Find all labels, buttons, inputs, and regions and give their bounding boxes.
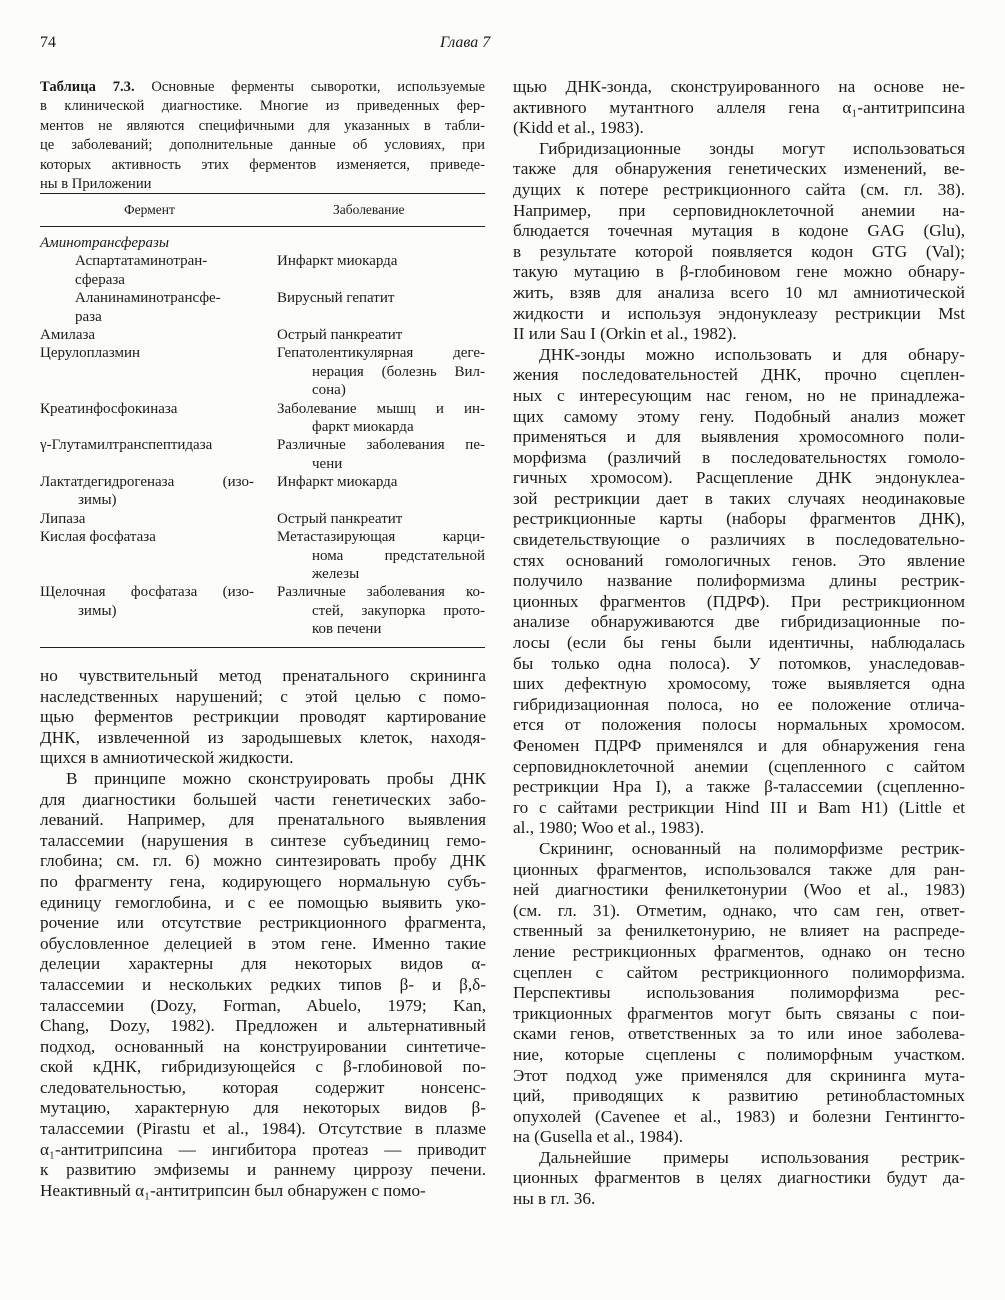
text-line: бы только одна полоса). У потомков, унаследовав- [513, 653, 965, 673]
enzyme-cell [40, 326, 254, 344]
disease-line: Гепатолентикулярная деге- [277, 345, 485, 362]
disease-line: Заболевание мышц и ин- [277, 400, 485, 417]
text-line: Этот подход уже применялся для скрининга мута- [513, 1065, 965, 1085]
text-line: талассемии (нарушения в синтезе субъединиц гемо- [40, 830, 486, 850]
table-row [40, 528, 485, 583]
disease-line: Острый панкреатит [277, 326, 403, 343]
text-line: подход, основанный на конструировании синтетиче- [40, 1036, 486, 1056]
disease-cell [277, 510, 485, 528]
text-line: ДНК, извлеченной из зародышевых клеток, находя- [40, 727, 486, 747]
enzyme-cell [40, 583, 254, 638]
enzyme-line: Церулоплазмин [40, 345, 141, 362]
disease-cell [277, 289, 485, 326]
enzyme-cell [40, 436, 254, 473]
text-line: анализе обнаруживаются две гибридизационные по- [513, 612, 965, 632]
text-line: ционных фрагментов, использовался также для ран- [513, 859, 965, 879]
enzyme-cell [40, 510, 254, 528]
disease-cell [277, 252, 485, 289]
table-row [40, 252, 485, 289]
paragraph [513, 139, 965, 345]
enzyme-line: Аланинаминотрансфе- [75, 290, 221, 307]
text-line: блюдается точечная мутация в кодоне GAG (Glu), [513, 221, 965, 241]
text-line: обусловленное делецией в этом гене. Именно такие [40, 933, 486, 953]
disease-line: фаркт миокарда [312, 418, 414, 435]
disease-line: нома предстательной [312, 547, 485, 564]
column-header-enzyme: Фермент [124, 202, 175, 217]
text-line: Феномен ПДРФ применялся и для обнаружения гена [513, 736, 965, 755]
text-line: в результате которой появляется кодон GTG (Val); [513, 241, 965, 261]
disease-line: Вирусный гепатит [277, 290, 395, 307]
text-line: al., 1980; Woo et al., 1983). [513, 818, 705, 838]
enzyme-line: Аспартатаминотран- [75, 253, 208, 270]
disease-cell [277, 473, 485, 510]
table-top-rule [40, 193, 485, 194]
disease-line: Инфаркт миокарда [277, 253, 398, 270]
text-line: (см. гл. 31). Отметим, однако, что сам ген, ответ- [513, 900, 965, 920]
disease-line: железы [312, 566, 360, 583]
disease-line: сона) [312, 382, 346, 399]
text-line: Chang, Dozy, 1982). Предложен и альтернативный [40, 1016, 486, 1036]
text-line: рестрикционные карты (наборы фрагментов ДНК), [513, 509, 965, 529]
paragraph [40, 666, 486, 769]
enzyme-line: γ-Глутамилтранспептидаза [40, 437, 213, 454]
text-line: гичных хромосом). Расщепление ДНК эндонуклеа- [513, 468, 965, 488]
table-row [40, 436, 485, 473]
text-line: стях оснований гомологичных генов. Это явление [513, 550, 965, 570]
text-line: также для обнаружения генетических изменений, ве- [513, 159, 965, 179]
paragraph [40, 769, 486, 1201]
enzyme-cell [40, 528, 254, 583]
table-row [40, 400, 485, 437]
text-line: ственный за фенилкетонурию, не влияет на распреде- [513, 921, 965, 941]
disease-cell [277, 344, 485, 399]
text-line: ших дефектную хромосому, тоже выявляется одна [513, 674, 965, 694]
enzyme-line: Лактатдегидрогеназа (изо- [40, 474, 254, 491]
text-line: ется от положения полосы нормальных хромосом. [513, 715, 965, 735]
text-line: II или Sau I (Orkin et al., 1982). [513, 324, 737, 344]
text-line: талассемии (Dozy, Forman, Abuelo, 1979; Kan, [40, 995, 486, 1015]
text-line: Перспективы использования полиморфизма рес- [513, 983, 965, 1003]
text-line: лосы (если бы гены были идентичны, наблюдалась [513, 633, 965, 653]
text-line: но чувствительный метод пренатального скрининга [40, 666, 486, 685]
disease-cell [277, 436, 485, 473]
enzyme-line: Кислая фосфатаза [40, 529, 156, 546]
table-row [40, 473, 485, 510]
text-line: к развитию эмфиземы и раннему циррозу печени. [40, 1160, 486, 1180]
text-line: на (Gusella et al., 1984). [513, 1127, 684, 1147]
disease-line: нерация (болезнь Вил- [312, 363, 485, 380]
disease-line: Острый панкреатит [277, 510, 403, 527]
text-line: жения последовательностей ДНК, прочно сцеплен- [513, 365, 965, 385]
text-line: трикционных фрагментов могут быть связаны с пои- [513, 1003, 965, 1023]
text-line: делеции характерны для некоторых видов α- [40, 954, 486, 974]
enzyme-line: зимы) [78, 602, 117, 619]
enzyme-cell [40, 473, 254, 510]
text-line: жить, взяв для анализа всего 10 мл амниотической [513, 282, 965, 302]
text-line: ны в гл. 36. [513, 1189, 596, 1209]
enzyme-line: раза [75, 308, 102, 325]
text-line: морфизма (различий в последовательностях гомоло- [513, 447, 965, 467]
text-line: мутацию, характерную для некоторых видов β- [40, 1098, 486, 1118]
text-line: свидетельствующие о различиях в последовательно- [513, 530, 965, 550]
text-line: леваний. Например, для пренатального выявления [40, 810, 486, 830]
text-line: ление рестрикционных фрагментов, однако он тесно [513, 941, 965, 961]
enzyme-cell [40, 252, 254, 289]
text-line: сцеплен с сайтом рестрикционного полиморфизма. [513, 962, 965, 982]
text-line: дущих к потере рестрикционного сайта (см. гл. 38). [513, 179, 965, 199]
caption-text: Основные ферменты сыворотки, используемые [134, 79, 485, 95]
enzyme-line: Щелочная фосфатаза (изо- [40, 584, 254, 601]
enzyme-line: Амилаза [40, 326, 96, 343]
text-line: ской кДНК, гибридизующейся с β-глобиновой по- [40, 1057, 486, 1077]
text-line: применяться и для выявления хромосомного поли- [513, 427, 965, 447]
text-line: ционных фрагментов (ПДРФ). При рестрикционном [513, 591, 965, 611]
text-line: единицу гемоглобина, и с ее помощью выявить уко- [40, 892, 486, 912]
text-line: получило название полиформизма длины рестрик- [513, 571, 965, 591]
text-line: (Kidd et al., 1983). [513, 118, 644, 138]
left-column-text [40, 666, 486, 1201]
text-line: опухолей (Cavenee et al., 1983) и болезни Гентингто- [513, 1106, 965, 1126]
disease-line: ков печени [312, 621, 382, 638]
table-bottom-rule [40, 647, 485, 648]
text-line: ций, приводящих к развитию ретинобластомных [513, 1086, 965, 1106]
disease-cell [277, 528, 485, 583]
enzyme-cell [40, 344, 254, 399]
text-line: Неактивный α₁-антитрипсин был обнаружен с помо- [40, 1180, 426, 1200]
column-header-disease: Заболевание [333, 202, 405, 217]
text-line: талассемии (Pirastu et al., 1984). Отсутствие в плазме [40, 1119, 486, 1139]
text-line: го с сайтами рестрикции Hind III и Bam H1) (Little et [513, 797, 965, 817]
table-row [40, 583, 485, 638]
running-title: Глава 7 [440, 34, 491, 51]
text-line: ней диагностики фенилкетонурии (Woo et al., 1983) [513, 880, 965, 900]
caption-line: це заболеваний; дополнительные данные об условиях, при [40, 137, 485, 154]
text-line: ДНК-зонды можно использовать и для обнару- [539, 344, 965, 364]
text-line: для диагностики большей части генетических забо- [40, 789, 486, 809]
disease-cell [277, 583, 485, 638]
enzyme-line: Креатинфосфокиназа [40, 400, 178, 417]
text-line: рочение или отсутствие рестрикционного фрагмента, [40, 913, 486, 933]
text-line: глобина; см. гл. 6) можно синтезировать пробу ДНК [40, 851, 486, 871]
paragraph [513, 345, 965, 839]
right-column-text [513, 77, 965, 1210]
text-line: щью ферментов рестрикции проводят картирование [40, 707, 486, 727]
text-line: зой рестрикции дает в таких случаях неодинаковые [513, 488, 965, 508]
disease-line: стей, закупорка прото- [312, 602, 485, 619]
paragraph [513, 1148, 965, 1210]
text-line: такую мутацию в β-глобиновом гене можно обнару- [513, 262, 965, 282]
disease-line: Различные заболевания ко- [277, 584, 485, 601]
enzyme-line: зимы) [78, 492, 117, 509]
text-line: жидкости и используя эндонуклеазу рестрикции Mst [513, 303, 965, 323]
table-row [40, 289, 485, 326]
caption-label: Таблица 7.3. [40, 79, 135, 95]
text-line: сками генов, ответственных за то или иное заболева- [513, 1024, 965, 1044]
table-row [40, 510, 485, 528]
text-line: гибридизационная полоса, но ее положение отлича- [513, 694, 965, 714]
table-body [40, 234, 485, 639]
table-group-label: Аминотрансферазы [40, 235, 170, 251]
text-line: рестрикции Hpa I), а также β-талассемии (сцепленно- [513, 777, 965, 797]
text-line: щихся в амниотической жидкости. [40, 748, 294, 768]
text-line: активного мутантного аллеля гена α₁-антитрипсина [513, 97, 965, 117]
table-row [40, 344, 485, 399]
disease-cell [277, 326, 485, 344]
text-line: серповидноклеточной анемии (сцепленного с сайтом [513, 756, 965, 776]
text-line: В принципе можно сконструировать пробы ДНК [66, 768, 486, 788]
text-line: следовательностью, которая содержит нонсенс- [40, 1077, 486, 1097]
text-line: талассемии и нескольких редких типов β- и β,δ- [40, 974, 486, 994]
text-line: по фрагменту гена, кодирующего нормальную субъ- [40, 871, 486, 891]
table-caption [40, 78, 485, 194]
disease-line: Метастазирующая карци- [277, 529, 485, 546]
paragraph [513, 839, 965, 1148]
enzyme-line: Липаза [40, 510, 86, 527]
caption-line: ментов не являются специфичными для указанных в табли- [40, 117, 485, 134]
disease-line: чени [312, 455, 343, 472]
enzyme-line: сфераза [75, 271, 125, 288]
table-row [40, 326, 485, 344]
text-line: ционных фрагментов в целях диагностики будут да- [513, 1168, 965, 1188]
text-line: щих самому этому гену. Подобный анализ может [513, 406, 965, 426]
caption-line: ны в Приложении [40, 175, 152, 192]
text-line: ных с интересующим нас геном, но не принадлежа- [513, 385, 965, 405]
text-line: ние, которые сцеплены с полиморфным участком. [513, 1044, 965, 1064]
table-header-rule [40, 226, 485, 227]
disease-cell [277, 400, 485, 437]
text-line: Например, при серповидноклеточной анемии на- [513, 200, 965, 220]
text-line: Гибридизационные зонды могут использоваться [539, 138, 965, 158]
paragraph [513, 77, 965, 139]
text-line: Дальнейшие примеры использования рестрик- [539, 1147, 965, 1167]
enzyme-cell [40, 400, 254, 437]
text-line: α₁-антитрипсина — ингибитора протеаз — приводит [40, 1139, 486, 1159]
caption-line: которых активность этих ферментов изменяется, приведе- [40, 156, 485, 173]
disease-line: Инфаркт миокарда [277, 474, 398, 491]
disease-line: Различные заболевания пе- [277, 437, 485, 454]
text-line: Скрининг, основанный на полиморфизме рестрик- [539, 838, 965, 858]
page-number: 74 [40, 34, 56, 51]
caption-line [40, 78, 485, 97]
enzyme-cell [40, 289, 254, 326]
caption-line: в клинической диагностике. Многие из приведенных фер- [40, 98, 485, 115]
text-line: щью ДНК-зонда, сконструированного на основе не- [513, 77, 965, 96]
text-line: наследственных нарушений; с этой целью с помо- [40, 686, 486, 706]
